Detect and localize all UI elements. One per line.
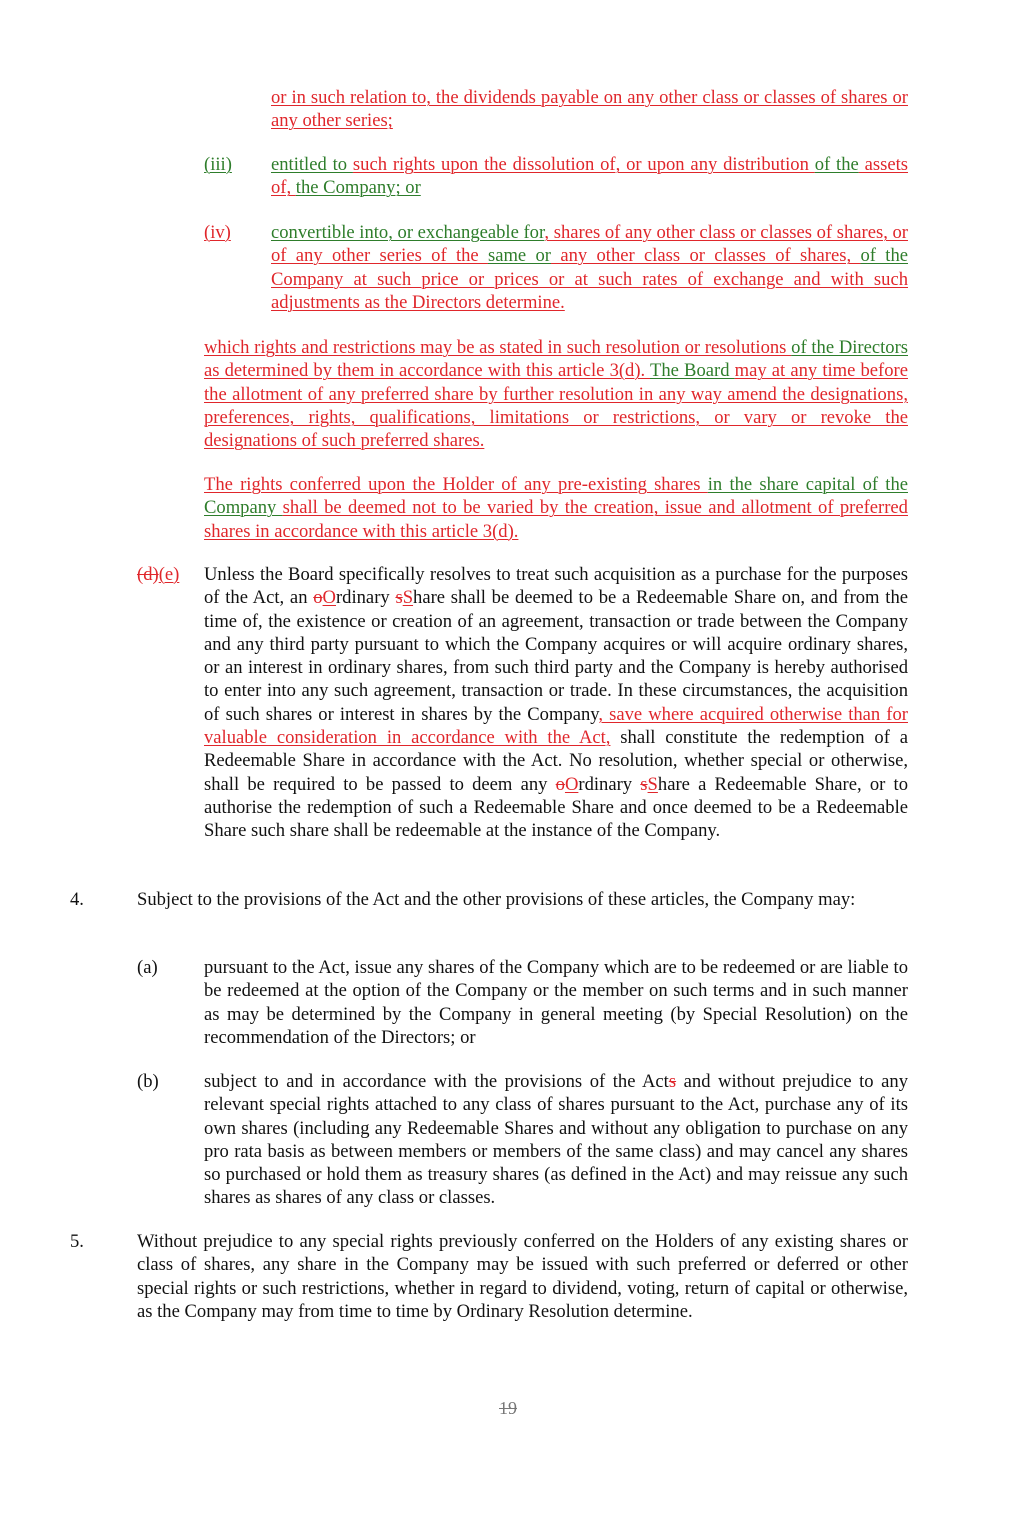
inserted-green-text: of the	[814, 154, 859, 175]
inserted-green-text: convertible into, or exchangeable for	[271, 222, 545, 243]
article-4-text: Subject to the provisions of the Act and the other provisions of these articles, the Company may:	[137, 889, 856, 910]
inserted-red-text: as determined by them in accordance with this article 3(d).	[204, 360, 650, 382]
deleted-char: s	[668, 1071, 677, 1092]
inserted-char: S	[647, 773, 658, 795]
inserted-green-text: same or	[487, 245, 551, 267]
inserted-green-text: in the share capital of the Company	[204, 474, 908, 519]
inserted-label: (e)	[158, 564, 180, 585]
clause-label-iv: (iv)	[204, 222, 231, 243]
inserted-red-text: The rights conferred upon the Holder of any pre-existing shares	[204, 474, 708, 495]
continuation-paragraph	[271, 86, 908, 133]
clause-iii-text	[271, 153, 908, 200]
inserted-green-text: The Board	[650, 360, 735, 382]
inserted-red-text: Company at such price or prices or at such rates of exchange and with such adjustments as the Directors determine.	[271, 268, 908, 313]
article-number-5: 5.	[70, 1231, 84, 1252]
article-5-text: Without prejudice to any special rights previously conferred on the Holders of any existing shares or class of shares, any share in the Company may be issued with such preferred or deferred or other special rights or such restrictions, whether in regard to dividend, voting, return of capital or otherwise, as the Company may from time to time by Ordinary Resolution determine.	[137, 1231, 908, 1322]
clause-label-a: (a)	[137, 957, 158, 978]
inserted-green-text: the Company; or	[295, 177, 421, 199]
body-text: subject to and in accordance with the provisions of the Act	[204, 1071, 669, 1092]
inserted-red-text: , save where acquired otherwise than for valuable consideration in accordance with the Act,	[204, 703, 908, 749]
body-text: hare a Redeemable Share, or to authorise the redemption of such a Redeemable Share and once deemed to be a Redeemable Share such share shall be redeemable at the instance of the Company.	[204, 773, 909, 842]
body-text: shall constitute the redemption of a Redeemable Share in accordance with the Act. No resolution, whether special or otherwise, shall be required to be passed to deem any	[204, 727, 908, 795]
clause-iv-text	[271, 221, 908, 314]
inserted-char: S	[402, 587, 414, 609]
clause-label-e	[137, 563, 179, 586]
clause-e-text	[204, 563, 908, 843]
deleted-char: s	[640, 773, 648, 795]
inserted-red-text: may at any time before the allotment of any preferred share by further resolution in any way amend the designations, preferences, rights, qualifications, limitations or restrictions, or vary or revoke the designations of such preferred shares.	[204, 360, 908, 452]
inserted-red-text: such rights upon the dissolution of, or upon any distribution	[352, 154, 815, 175]
clause-b-text	[204, 1070, 908, 1210]
clause-label-b: (b)	[137, 1071, 159, 1092]
rights-conferred-paragraph	[204, 473, 908, 543]
deleted-char: o	[555, 773, 565, 795]
inserted-red-text: , shares of any other class or classes of shares, or of any other series of the	[271, 222, 908, 267]
clause-label-iii: (iii)	[204, 154, 232, 175]
inserted-red-text: shall be deemed not to be varied by the creation, issue and allotment of preferred shares in accordance with this article 3(d).	[204, 497, 908, 542]
inserted-red-text: which rights and restrictions may be as stated in such resolution or resolutions	[204, 337, 792, 358]
body-text: Unless the Board specifically resolves to treat such acquisition as a purchase for the purposes of the Act, an	[204, 564, 908, 609]
inserted-green-text: of the	[860, 245, 908, 267]
body-text: hare shall be deemed to be a Redeemable Share on, and from the time of, the existence or creation of an agreement, transaction or trade between the Company and any third party pursuant to which the Company acquires or will acquire ordinary shares, or an interest in ordinary shares, from such third party and the Company is hereby authorised to enter into any such agreement, transaction or trade. In these circumstances, the acquisition of such shares or interest in shares by the Company	[204, 587, 908, 725]
inserted-text: or in such relation to, the dividends payable on any other class or classes of shares or any other series;	[271, 87, 908, 132]
inserted-red-text: assets of,	[271, 154, 909, 199]
inserted-green-text: entitled to	[271, 154, 353, 175]
body-text: rdinary	[335, 587, 396, 609]
clause-a-text: pursuant to the Act, issue any shares of the Company which are to be redeemed or are liable to be redeemed at the option of the Company or the member on such terms and in such manner as may be determined by the Company in general meeting (by Special Resolution) on the recommendation of the Directors; or	[204, 957, 908, 1048]
deleted-label: (d)	[137, 564, 159, 585]
inserted-char: O	[322, 587, 336, 609]
which-rights-paragraph	[204, 336, 908, 452]
body-text: and without prejudice to any relevant special rights attached to any class of shares pursuant to the Act, purchase any of its own shares (including any Redeemable Shares and without any obligation to purchase on any pro rata basis as between members or members of the same class) and may cancel any shares so purchased or hold them as treasury shares (as defined in the Act) and may reissue any such shares as shares of any class or classes.	[204, 1071, 908, 1209]
page-number: 19	[499, 1398, 517, 1418]
article-number-4: 4.	[70, 889, 84, 910]
deleted-char: s	[395, 587, 403, 609]
body-text: rdinary	[578, 773, 641, 795]
inserted-red-text: any other class or classes of shares,	[551, 245, 861, 267]
inserted-char: O	[564, 773, 579, 795]
inserted-green-text: of the Directors	[791, 337, 908, 358]
deleted-char: o	[313, 587, 323, 609]
